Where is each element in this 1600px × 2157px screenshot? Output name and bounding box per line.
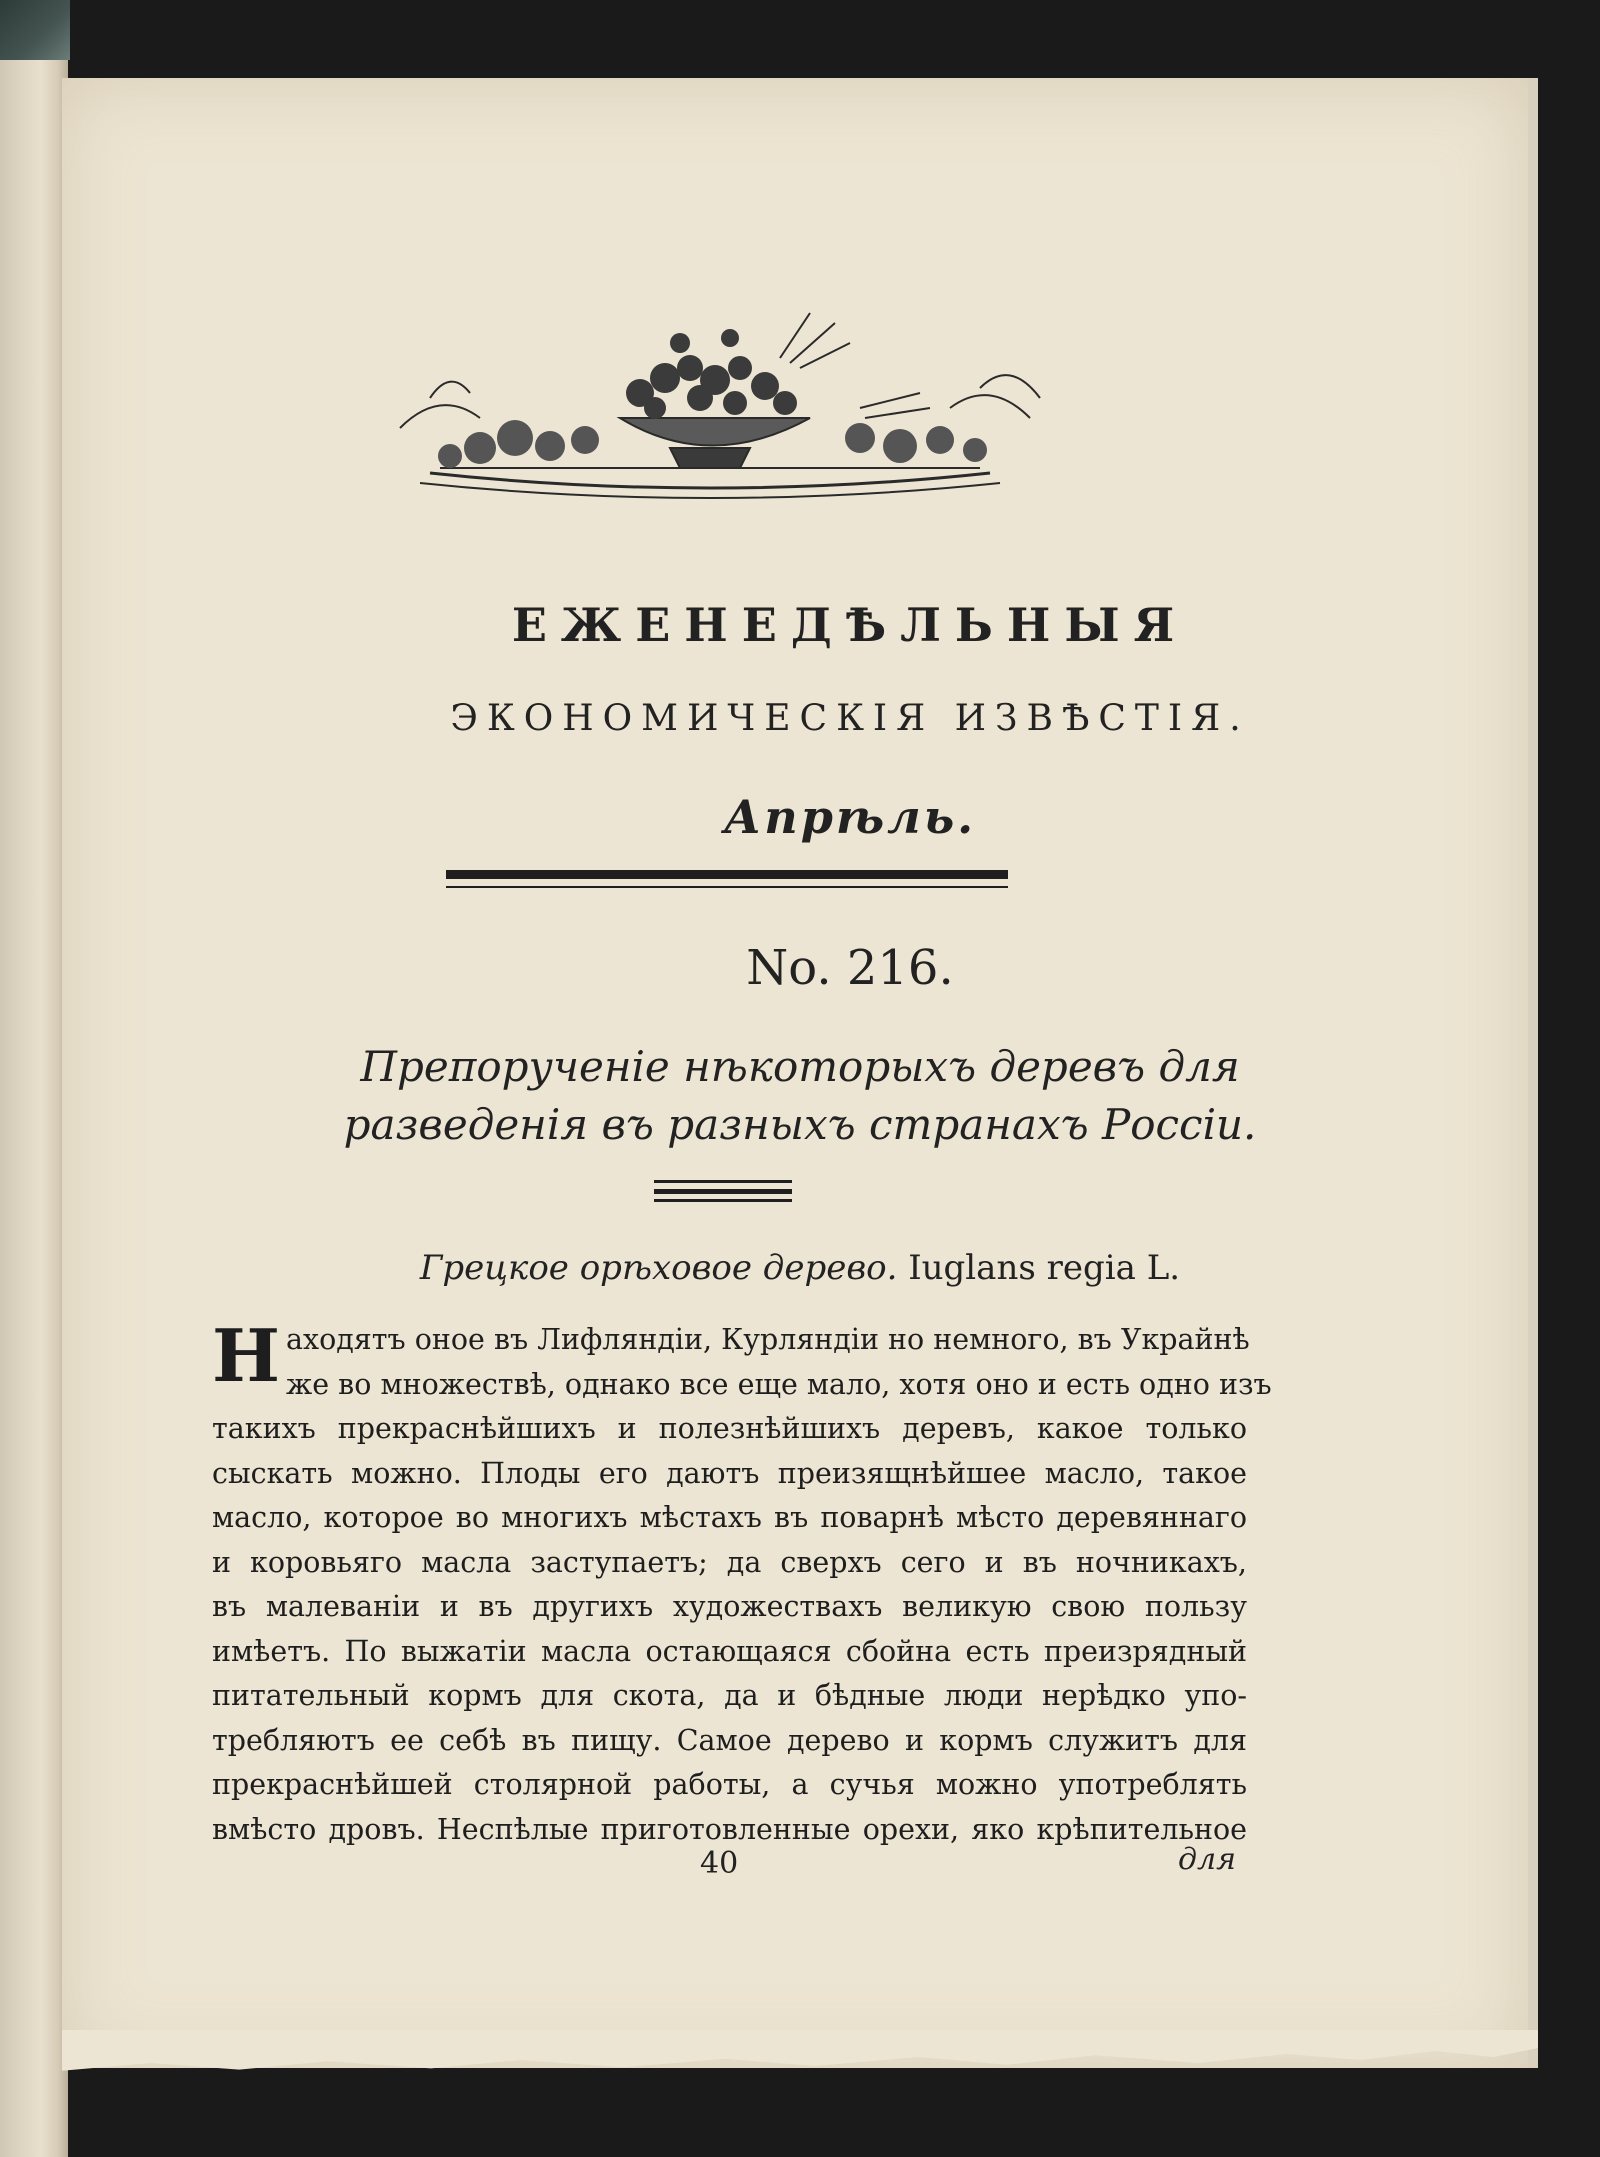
ornamental-rule bbox=[654, 1199, 792, 1202]
heading-russian: Грецкое орѣховое дерево. bbox=[419, 1248, 898, 1288]
text-line: такихъ прекраснѣйшихъ и полезнѣйшихъ деревъ, какое только bbox=[212, 1412, 1247, 1445]
binding-cover-corner bbox=[0, 0, 70, 60]
text-line: вмѣсто дровъ. Неспѣлые приготовленные орехи, яко крѣпительное bbox=[212, 1812, 1247, 1846]
page-number: 40 bbox=[700, 1846, 739, 1881]
section-heading bbox=[240, 1248, 1360, 1288]
text-line: имѣетъ. По выжатіи масла остающаяся сбойна есть преизрядный bbox=[212, 1634, 1247, 1668]
ornamental-rule bbox=[654, 1189, 792, 1194]
text-line: сыскать можно. Плоды его даютъ преизящнѣйшее масло, такое bbox=[212, 1456, 1247, 1490]
title-line-2: ЭКОНОМИЧЕСКІЯ ИЗВѢСТІЯ. bbox=[450, 698, 1250, 739]
text-line: прекраснѣйшей столярной работы, а сучья можно употреблять bbox=[212, 1768, 1247, 1801]
text-line: аходятъ оное въ Лифляндіи, Курляндіи но немного, въ Украйнѣ bbox=[286, 1323, 1250, 1356]
book-binding bbox=[0, 0, 68, 2157]
drop-cap: Н bbox=[212, 1313, 281, 1398]
page-edge bbox=[1528, 78, 1538, 2068]
ornamental-rule bbox=[654, 1180, 792, 1183]
text-line: и коровьяго масла заступаетъ; да сверхъ сего и въ ночникахъ, bbox=[212, 1545, 1247, 1579]
text-line: въ малеваніи и въ другихъ художествахъ великую свою пользу bbox=[212, 1590, 1247, 1623]
title-line-1: ЕЖЕНЕДѢЛЬНЫЯ bbox=[511, 598, 1189, 652]
text-line: требляютъ ее себѣ въ пищу. Самое дерево и кормъ служитъ для bbox=[212, 1723, 1247, 1757]
issue-number: No. 216. bbox=[746, 940, 954, 996]
heading-latin: Iuglans regia L. bbox=[908, 1248, 1181, 1288]
body-text bbox=[212, 1313, 1272, 1852]
text-line: же во множествѣ, однако все еще мало, хотя оно и есть одно изъ bbox=[286, 1367, 1272, 1401]
text-line: масло, которое во многихъ мѣстахъ въ поварнѣ мѣсто деревяннаго bbox=[212, 1501, 1247, 1534]
month-heading: Апрѣль. bbox=[723, 790, 977, 844]
article-title: Преπорученіе нѣкоторыхъ деревъ для разведенія въ разныхъ странахъ Россіи. bbox=[343, 1042, 1257, 1149]
double-rule-thin bbox=[446, 886, 1008, 888]
catchword: для bbox=[1178, 1842, 1236, 1877]
double-rule-thick bbox=[446, 870, 1008, 879]
text-line: питательный кормъ для скота, да и бѣдные люди нерѣдко упо- bbox=[212, 1679, 1247, 1712]
ornamental-vignette bbox=[340, 298, 1080, 508]
